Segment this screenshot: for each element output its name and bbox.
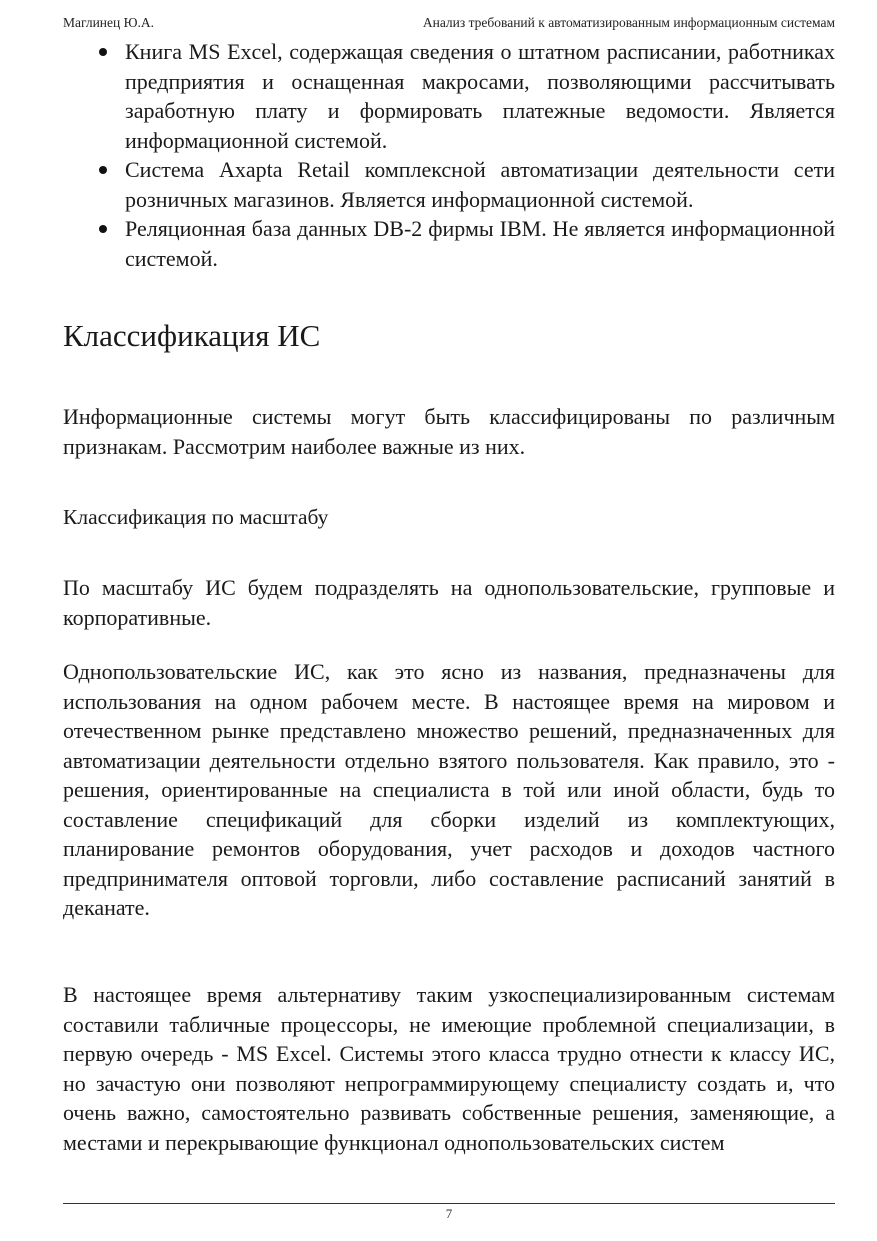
footer-divider — [63, 1203, 835, 1204]
bullet-text: Реляционная база данных DB-2 фирмы IBM. Не является информационной системой. — [125, 216, 835, 271]
page-header — [63, 15, 835, 35]
header-title: Анализ требований к автоматизированным информационным системам — [422, 15, 835, 30]
bullet-text: Система Axapta Retail комплексной автоматизации деятельности сети розничных магазинов. Является информационной системой. — [125, 157, 835, 212]
bullet-dot-icon — [99, 48, 107, 56]
bullet-list — [63, 37, 835, 273]
bullet-item — [63, 214, 835, 273]
page-number: 7 — [445, 1206, 453, 1221]
bullet-item — [63, 155, 835, 214]
bullet-dot-icon — [99, 166, 107, 174]
bullet-dot-icon — [99, 225, 107, 233]
bullet-item — [63, 37, 835, 155]
paragraph-single-user: Однопользовательские ИС, как это ясно из названия, предназначены для использования на одном рабочем месте. В настоящее время на мировом и отечественном рынке представлено множество решений, предназначенных для автоматизации деятельности отдельно взятого пользователя. Как правило, это - решения, ориентированные на специалиста в той или иной области, будь то составление спецификаций для сборки изделий из комплектующих, планирование ремонтов оборудования, учет расходов и доходов частного предпринимателя оптовой торговли, либо составление расписаний занятий в деканате. — [63, 659, 835, 920]
intro-paragraph: Информационные системы могут быть классифицированы по различным признакам. Рассмотрим наиболее важные из них. — [63, 404, 835, 459]
document-page — [63, 0, 835, 1241]
paragraph-spreadsheets: В настоящее время альтернативу таким узкоспециализированным системам составили табличные процессоры, не имеющие проблемной специализации, в первую очередь - MS Excel. Системы этого класса трудно отнести к классу ИС, но зачастую они позволяют непрограммирующему специалисту создать и, что очень важно, самостоятельно развивать собственные решения, заменяющие, а местами и перекрывающие функционал однопользовательских систем — [63, 982, 835, 1155]
subsection-title: Классификация по масштабу — [63, 505, 329, 529]
paragraph-scale: По масштабу ИС будем подразделять на однопользовательские, групповые и корпоративные. — [63, 575, 835, 630]
header-author: Маглинец Ю.А. — [63, 15, 154, 30]
section-title: Классификация ИС — [63, 318, 321, 353]
bullet-text: Книга MS Excel, содержащая сведения о штатном расписании, работниках предприятия и оснащенная макросами, позволяющими рассчитывать заработную плату и формировать платежные ведомости. Является информационной системой. — [125, 39, 835, 153]
